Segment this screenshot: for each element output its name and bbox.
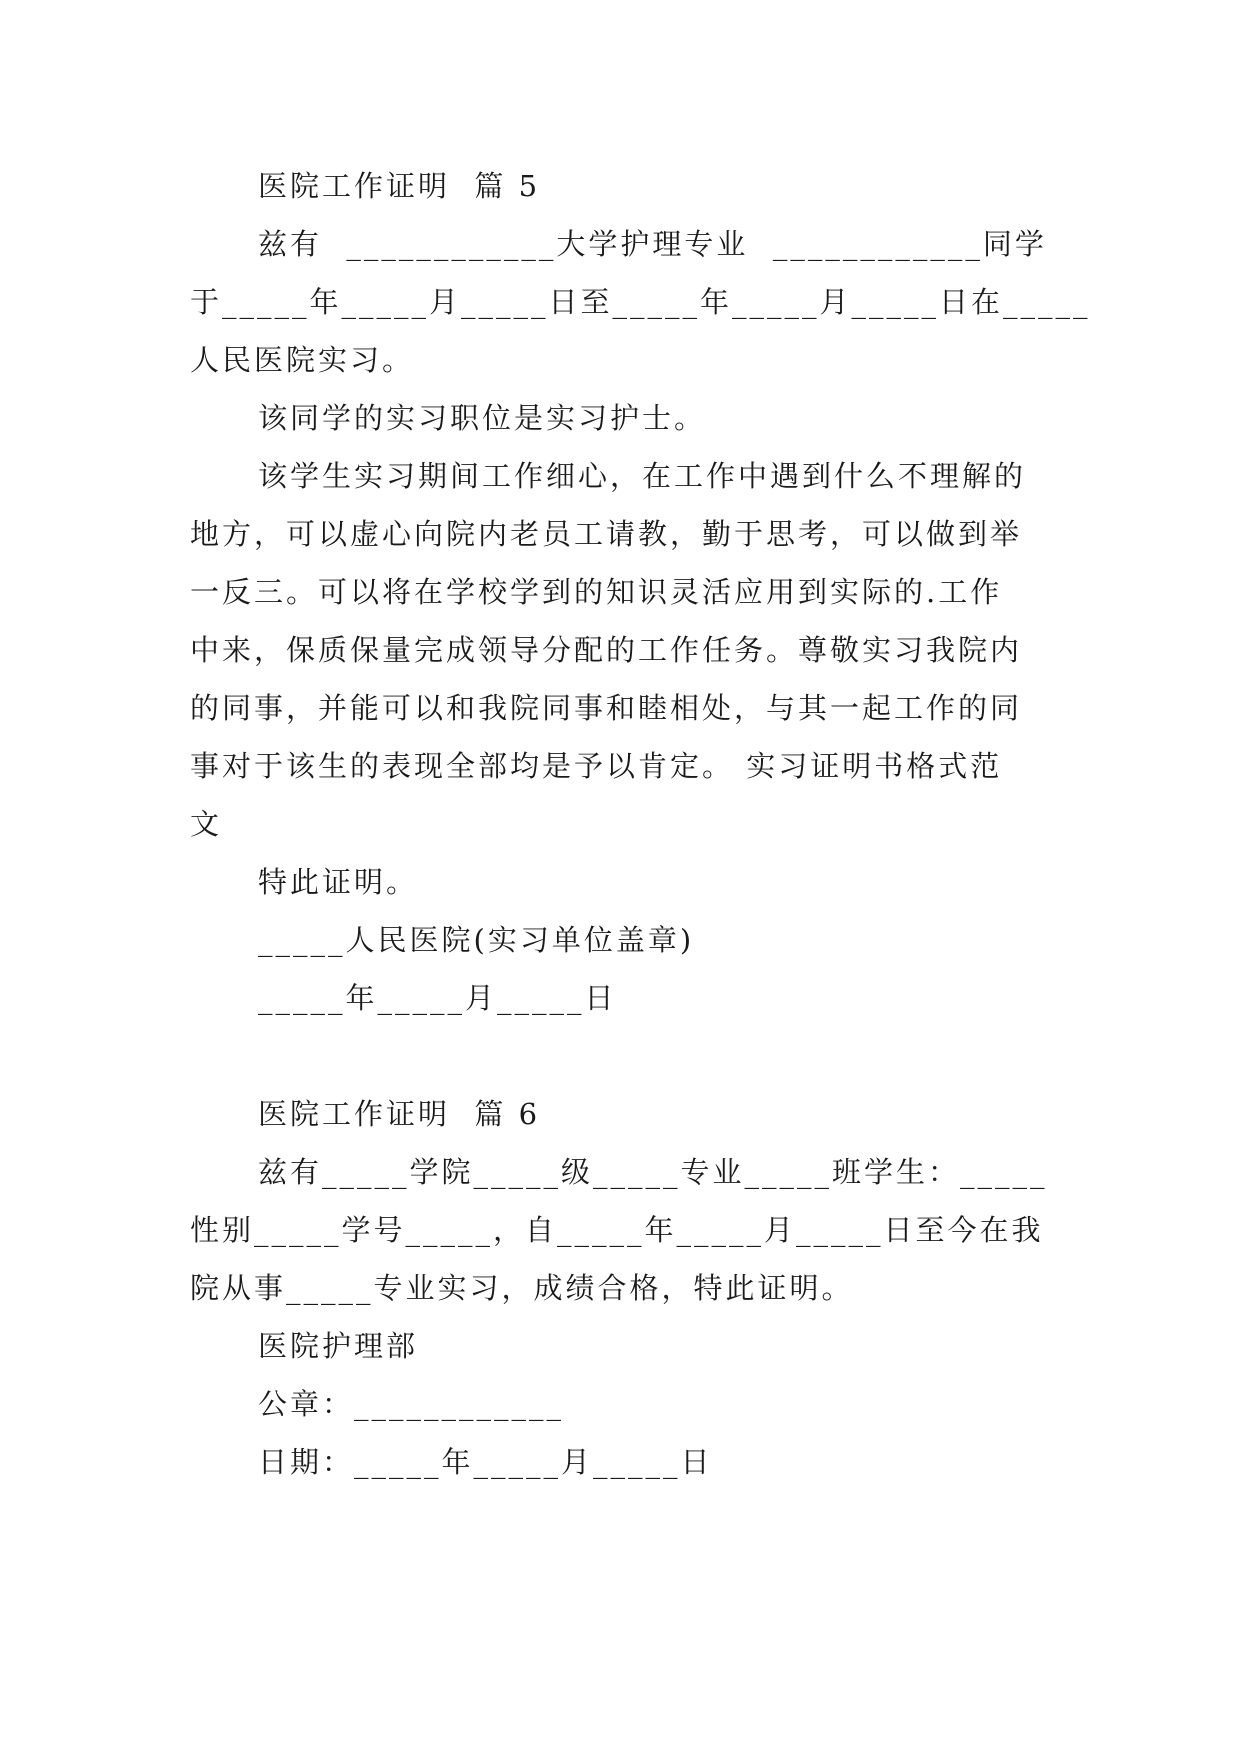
paragraph-line: 地方，可以虚心向院内老员工请教，勤于思考，可以做到举: [190, 517, 1023, 551]
paragraph-line: 中来，保质保量完成领导分配的工作任务。尊敬实习我院内: [190, 633, 1023, 667]
date-line: _____年_____月_____日: [258, 981, 617, 1015]
paragraph-line: 文: [190, 807, 223, 841]
closing-line: 特此证明。: [258, 865, 419, 899]
paragraph-line: 事对于该生的表现全部均是予以肯定。 实习证明书格式范: [190, 749, 1003, 783]
paragraph-line: 该同学的实习职位是实习护士。: [258, 401, 707, 435]
signature-line: _____人民医院(实习单位盖章): [258, 923, 695, 957]
paragraph-line: 人民医院实习。: [190, 343, 415, 377]
date-line: 日期：_____年_____月_____日: [258, 1445, 713, 1479]
department-line: 医院护理部: [258, 1329, 419, 1363]
paragraph-line: 兹有 ____________大学护理专业 ____________同学: [258, 227, 1047, 261]
paragraph-line: 该学生实习期间工作细心，在工作中遇到什么不理解的: [258, 459, 1027, 493]
paragraph-line: 性别_____学号_____，自_____年_____月_____日至今在我: [190, 1213, 1044, 1247]
seal-line: 公章：____________: [258, 1387, 565, 1421]
section-5-title: 医院工作证明 篇 5: [258, 169, 541, 203]
paragraph-line: 于_____年_____月_____日至_____年_____月_____日在_____: [190, 285, 1091, 319]
paragraph-line: 院从事_____专业实习，成绩合格，特此证明。: [190, 1271, 854, 1305]
paragraph-line: 的同事，并能可以和我院同事和睦相处，与其一起工作的同: [190, 691, 1023, 725]
paragraph-line: 兹有_____学院_____级_____专业_____班学生：_____: [258, 1155, 1048, 1189]
section-6-title: 医院工作证明 篇 6: [258, 1097, 541, 1131]
paragraph-line: 一反三。可以将在学校学到的知识灵活应用到实际的.工作: [190, 575, 1003, 609]
